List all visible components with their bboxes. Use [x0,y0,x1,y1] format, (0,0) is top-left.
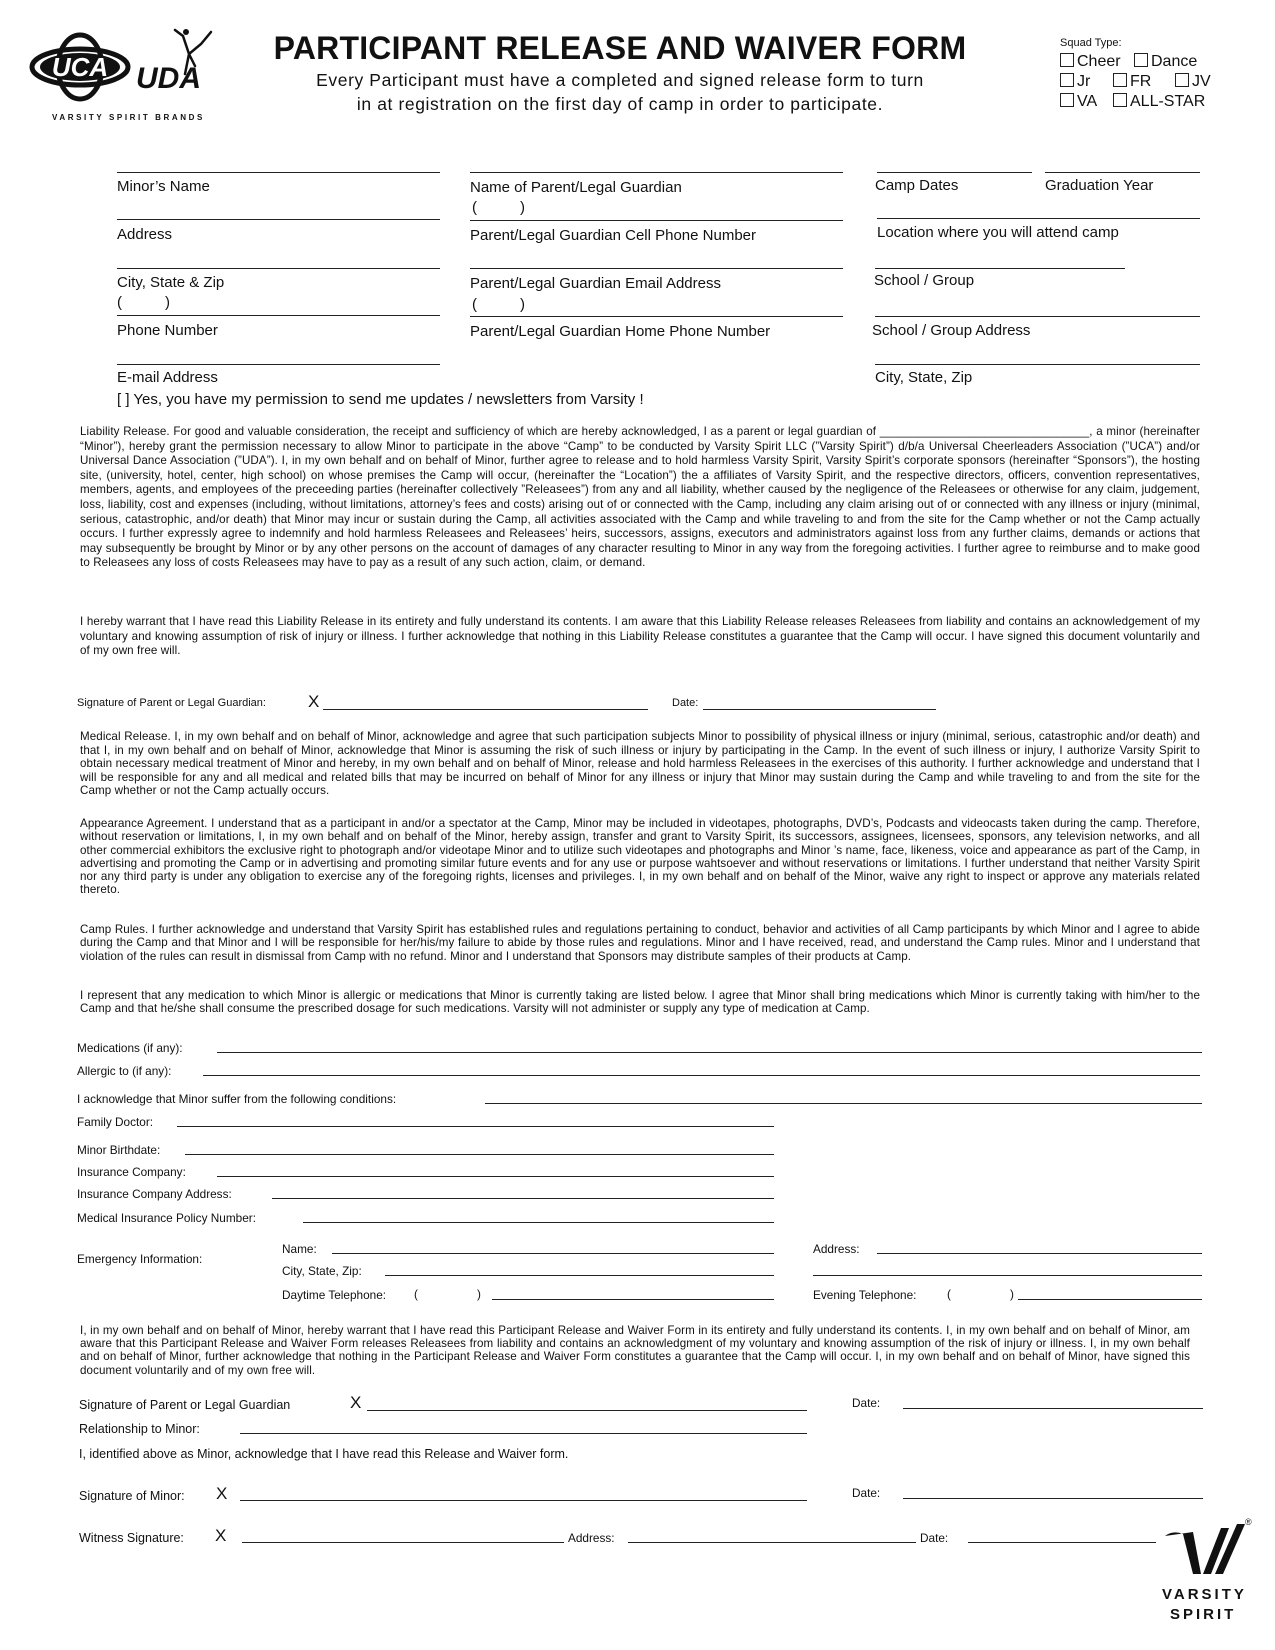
evening-area-open: ( [947,1287,951,1301]
conditions-line[interactable] [485,1103,1202,1104]
witness-date-line[interactable] [968,1542,1156,1543]
policy-number-line[interactable] [303,1222,774,1223]
brand-tagline: VARSITY SPIRIT BRANDS [52,113,205,122]
school-address-line[interactable] [875,316,1200,317]
emergency-name-line[interactable] [332,1253,774,1254]
witness-signature-x: X [215,1526,227,1545]
checkbox-icon [1113,73,1127,87]
minor-date-line[interactable] [903,1498,1203,1499]
location-line[interactable] [877,218,1200,219]
graduation-year-line[interactable] [1045,172,1200,173]
conditions-label: I acknowledge that Minor suffer from the following conditions: [77,1092,397,1106]
medications-line[interactable] [217,1052,1202,1053]
squad-option-jv[interactable]: JV [1175,73,1211,91]
parent-signature-line[interactable] [367,1410,807,1411]
varsity-brand-line-2: SPIRIT [1170,1606,1237,1623]
emergency-city-line[interactable] [385,1275,774,1276]
address-line[interactable] [117,219,440,220]
emergency-address-line-2[interactable] [813,1275,1202,1276]
emergency-city-label: City, State, Zip: [282,1264,362,1278]
squad-option-va[interactable]: VA [1060,93,1097,111]
minor-name-line[interactable] [117,172,440,173]
medical-release-text: Medical Release. I, in my own behalf and on behalf of Minor, acknowledge and agree that such participation subjects Minor to possibility of physical illness or injury (minimal, serious, catastrophic and/or death) and that I, in my own behalf and on behalf of Minor, acknowledge that Minor is assuming the risk of such illness or injury by participating in the Camp. In the event of such illness or injury, I authorize Varsity Spirit to obtain necessary medical treatment of Minor and hereby, in my own behalf and on behalf of Minor, release and hold harmless Releasees in the exercises of this authority. I further acknowledge and understand that I will be responsible for any and all medical and related bills that may be incurred on behalf of Minor for any illness or injury that Minor may sustain during the Camp and while traveling to and from the site for the Camp whether or not the Camp actually occurs. [80,730,1200,797]
minor-signature-x: X [216,1484,228,1503]
squad-option-cheer[interactable]: Cheer [1060,53,1121,71]
allergic-label: Allergic to (if any): [77,1064,172,1078]
cell-area-code-open: ( [472,199,477,216]
witness-signature-line[interactable] [242,1542,564,1543]
liability-signature-label: Signature of Parent or Legal Guardian: [77,697,266,709]
address-label: Address [117,226,173,243]
phone-area-code-open: ( [117,294,122,311]
school-city-label: City, State, Zip [875,369,973,386]
liability-date-label: Date: [672,697,699,709]
insurance-company-label: Insurance Company: [77,1165,186,1179]
parent-signature-x: X [350,1393,362,1412]
camp-dates-label: Camp Dates [875,177,959,194]
emergency-address-label: Address: [813,1242,860,1256]
school-group-line[interactable] [875,268,1125,269]
liability-signature-line[interactable] [323,709,648,710]
squad-option-dance[interactable]: Dance [1134,53,1197,71]
checkbox-icon [1134,53,1148,67]
parent-home-label: Parent/Legal Guardian Home Phone Number [470,323,771,340]
parent-home-line[interactable] [470,316,843,317]
emergency-address-line[interactable] [877,1253,1202,1254]
parent-cell-line[interactable] [470,220,843,221]
home-area-code-open: ( [472,296,477,313]
newsletter-permission[interactable]: [ ] Yes, you have my permission to send me updates / newsletters from Varsity ! [117,391,644,408]
city-state-zip-label: City, State & Zip [117,274,225,291]
parent-name-line[interactable] [470,172,843,173]
varsity-brand-line-1: VARSITY [1162,1586,1247,1603]
parent-cell-label: Parent/Legal Guardian Cell Phone Number [470,227,757,244]
checkbox-icon [1060,73,1074,87]
liability-date-line[interactable] [703,709,936,710]
family-doctor-label: Family Doctor: [77,1115,154,1129]
squad-type-label: Squad Type: [1060,37,1122,49]
camp-dates-line[interactable] [877,172,1032,173]
minor-birthdate-label: Minor Birthdate: [77,1143,161,1157]
phone-area-code-close: ) [165,294,170,311]
relationship-label: Relationship to Minor: [79,1422,200,1436]
liability-release-text: Liability Release. For good and valuable consideration, the receipt and sufficiency of which are hereby acknowledged, I as a parent or legal guardian of ________________________________, a minor (hereinafter “Minor”), hereby grant the permission necessary to allow Minor to participate in the above “Camp” to be conducted by Varsity Spirit LLC (”Varsity Spirit”) d/b/a Universal Cheerleaders Association (”UCA”) and/or Universal Dance Association (”UDA”). I, in my own behalf and on behalf of Minor, further agree to release and to hold harmless Varsity Spirit, Varsity Spirit’s corporate sponsors (hereinafter “Sponsors”), the hosting site, (university, hotel, center, high school) on whose premises the Camp will occur, (hereinafter the “Location”) the a affiliates of Varsity Spirit, and the respective directors, officers, convention representatives, members, agents, and employees of the preceeding parties (hereinafter collectively ”Releasees”) from any and all liability, whether caused by the negligence of the Releasees or otherwise for any claim, judgement, loss, liability, cost and expenses (including, without limitations, attorney’s fees and costs) arising out of or connected with the Camp, including any claim arising out of or connected with any illness or injury (minimal, serious, catastrophic, and/or death) that Minor may incur or sustain during the Camp, all activities associated with the Camp and while traveling to and from the site for the Camp whether or not the Camp actually occurs. I further expressly agree to indemnify and hold harmless Releasees and Releasees’ heirs, successors, assigns, executors and administrators against loss from any further claims, demands or actions that may subsequently be brought by Minor or by any other persons on the account of damages of any character resulting to Minor in any way from the foregoing activities. I further agree to reimburse and to make good to Releasees any loss of costs Releasees may have to pay as a result of any such action, claim, or demand. [80,425,1200,570]
minor-signature-line[interactable] [240,1500,807,1501]
evening-area-close: ) [1010,1287,1014,1301]
varsity-spirit-logo-icon [1163,1522,1253,1582]
insurance-address-label: Insurance Company Address: [77,1187,232,1201]
minor-ack-text: I, identified above as Minor, acknowledge that I have read this Release and Waiver form. [79,1447,569,1461]
liability-warrant-text: I hereby warrant that I have read this Liability Release in its entirety and fully understand its contents. I am aware that this Liability Release releases Releasees from liability and contains an acknowledgement of my voluntary and knowing assumption of risk of injury or illness. I further acknowledge that nothing in this Liability Release constitutes a guarantee that the Camp will occur. I have signed this document voluntarily and of my own free will. [80,615,1200,658]
uca-logo-text: UCA [51,52,109,82]
checkbox-icon [1060,93,1074,107]
squad-option-all-star[interactable]: ALL-STAR [1113,93,1205,111]
squad-option-jr[interactable]: Jr [1060,73,1090,91]
relationship-line[interactable] [240,1433,807,1434]
emergency-info-label: Emergency Information: [77,1252,203,1266]
checkbox-icon [1113,93,1127,107]
phone-number-line[interactable] [117,315,440,316]
email-label: E-mail Address [117,369,218,386]
school-address-label: School / Group Address [872,322,1031,339]
policy-number-label: Medical Insurance Policy Number: [77,1211,256,1225]
school-group-label: School / Group [874,272,975,289]
emergency-daytime-label: Daytime Telephone: [282,1288,387,1302]
insurance-address-line[interactable] [272,1198,774,1199]
minor-date-label: Date: [852,1486,881,1500]
uda-logo-text: UDA [136,62,201,95]
witness-address-label: Address: [568,1531,615,1545]
camp-rules-text: Camp Rules. I further acknowledge and understand that Varsity Spirit has established rules and regulations pertaining to conduct, behavior and activities of all Camp participants by which Minor and I agree to abide during the Camp and that Minor and I will be responsible for her/his/my failure to abide by those rules and regulations. Minor and I have received, read, and understand the Camp rules. Minor and I understand that violation of the rules can result in dismissal from Camp with no refund. Minor and I understand that Sponsors may distribute samples of their products at Camp. [80,923,1200,963]
minor-birthdate-line[interactable] [185,1154,774,1155]
family-doctor-line[interactable] [177,1126,774,1127]
email-line[interactable] [117,364,440,365]
checkbox-icon [1060,53,1074,67]
parent-email-line[interactable] [470,268,843,269]
emergency-evening-label: Evening Telephone: [813,1288,917,1302]
minor-name-label: Minor’s Name [117,178,210,195]
checkbox-icon [1175,73,1189,87]
registered-mark: ® [1245,1517,1252,1527]
witness-signature-label: Witness Signature: [79,1531,184,1545]
parent-name-label: Name of Parent/Legal Guardian [470,179,682,196]
medications-label: Medications (if any): [77,1041,183,1055]
emergency-name-label: Name: [282,1242,317,1256]
allergic-line[interactable] [203,1075,1200,1076]
final-warrant-text: I, in my own behalf and on behalf of Minor, hereby warrant that I have read this Participant Release and Waiver Form in its entirety and fully understand its contents. I, in my own behalf and on behalf of Minor, am aware that this Participant Release and Waiver Form releases Releasees from liability and contains an acknowledgment of my voluntary and knowing assumption of the risk of injury or illness. I, in my own behalf and on behalf of Minor, further acknowledge that nothing in the Participant Release and Waiver Form constitutes a guarantee that the Camp will occur. I, in my own behalf and on behalf of Minor, have signed this document voluntarily and of my own free will. [80,1324,1190,1377]
parent-signature-label: Signature of Parent or Legal Guardian [79,1398,291,1412]
parent-email-label: Parent/Legal Guardian Email Address [470,275,721,292]
squad-option-fr[interactable]: FR [1113,73,1151,91]
city-state-zip-line[interactable] [117,268,440,269]
school-city-line[interactable] [875,364,1200,365]
daytime-area-open: ( [414,1287,418,1301]
witness-date-label: Date: [920,1531,949,1545]
emergency-daytime-line[interactable] [492,1299,774,1300]
subtitle-line-1: Every Participant must have a completed and signed release form to turn [316,70,924,90]
insurance-company-line[interactable] [217,1176,774,1177]
graduation-year-label: Graduation Year [1045,177,1154,194]
phone-number-label: Phone Number [117,322,218,339]
subtitle-line-2: in at registration on the first day of camp in order to participate. [356,94,884,114]
minor-signature-label: Signature of Minor: [79,1489,185,1503]
home-area-code-close: ) [520,296,525,313]
parent-date-line[interactable] [903,1408,1203,1409]
emergency-evening-line[interactable] [1018,1299,1202,1300]
page-title: PARTICIPANT RELEASE AND WAIVER FORM [273,30,967,66]
appearance-agreement-text: Appearance Agreement. I understand that as a participant in and/or a spectator at the Camp, Minor may be included in videotapes, photographs, DVD’s, Podcasts and videocasts taken during the camp. Therefore, without reservation or limitations, I, in my own behalf and on behalf of the Minor, hereby assign, transfer and grant to Varsity Spirit, its successors, assignees, licensees, sponsors, any television networks, and all other commercial exhibitors the exclusive right to photograph and/or videotape Minor and to utilize such videotapes and photographs and Minor ’s name, face, likeness, voice and appearance as part of the Camp, in advertising and promoting the Camp or in advertising and promoting similar future events and for any use or purpose wahtsoever and without reservations or limitations. I further understand that neither Varsity Spirit nor any third party is under any obligation to exercise any of the foregoing rights, licenses and privileges. I, in my own behalf and on behalf of the Minor, waive any right to inspect or approve any materials related thereto. [80,817,1200,897]
daytime-area-close: ) [477,1287,481,1301]
cell-area-code-close: ) [520,199,525,216]
witness-address-line[interactable] [628,1542,916,1543]
location-label: Location where you will attend camp [877,224,1119,241]
liability-signature-x: X [308,692,320,711]
parent-date-label: Date: [852,1396,881,1410]
medication-statement-text: I represent that any medication to which Minor is allergic or medications that Minor is currently taking are listed below. I agree that Minor shall bring medications which Minor is currently taking with him/her to the Camp and that he/she shall consume the prescribed dosage for such medications. Varsity will not administer or supply any type of medication at Camp. [80,989,1200,1016]
